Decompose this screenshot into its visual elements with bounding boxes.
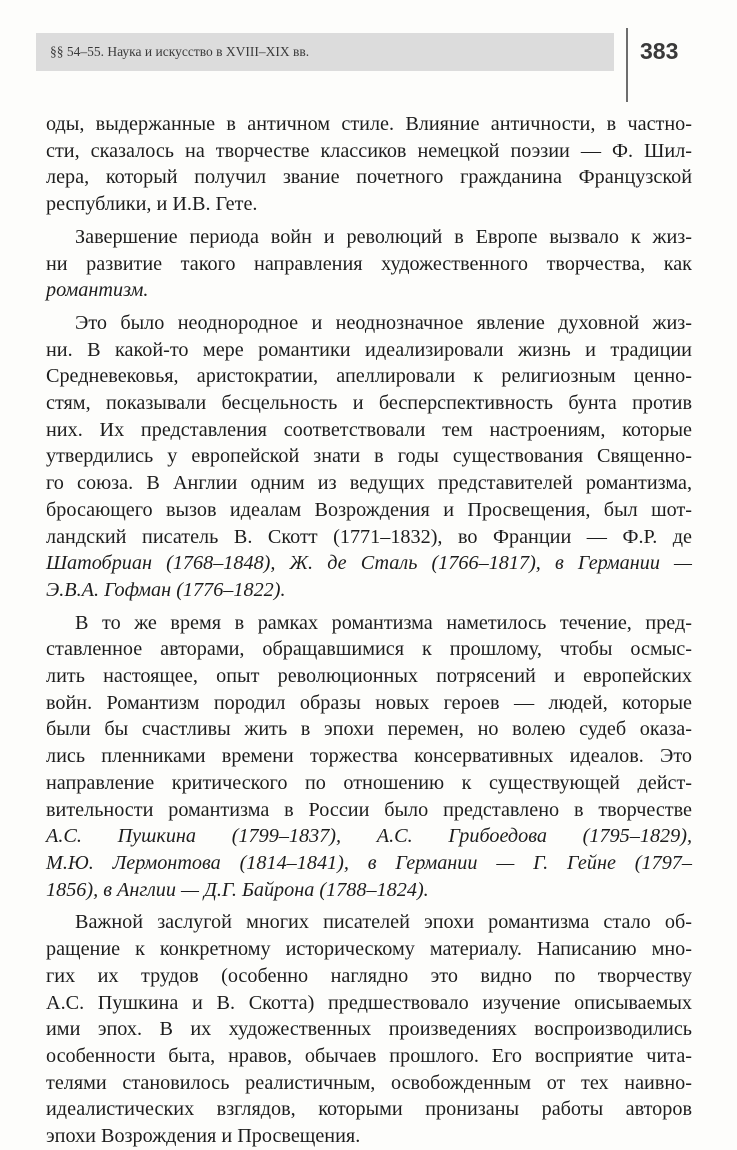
text-line: ими эпох. В их художественных произведениях воспроизводились <box>46 1018 692 1041</box>
text-line: них. Их представления соответствовали тем настроениям, которые <box>46 418 692 441</box>
text-line: Завершение периода войн и революций в Европе вызвало к жиз- <box>75 225 692 248</box>
paragraph-1 <box>46 111 692 218</box>
text-line: Это было неоднородное и неоднозначное явление духовной жиз- <box>75 311 692 334</box>
text-line: ни развитие такого направления художественного творчества, как <box>46 252 692 275</box>
header-title: §§ 54–55. Наука и искусство в XVIII–XIX вв. <box>50 44 310 59</box>
text-line: ландский писатель В. Скотт (1771–1832), во Франции — Ф.Р. де <box>46 525 692 548</box>
text-line: бросающего вызов идеалам Возрождения и Просвещения, был шот- <box>46 498 692 521</box>
text-line: гих их трудов (особенно наглядно это видно по творчеству <box>46 964 692 987</box>
text-line: эпохи Возрождения и Просвещения. <box>46 1125 361 1148</box>
text-line: го союза. В Англии одним из ведущих представителей романтизма, <box>46 472 692 495</box>
text-line: республики, и И.В. Гете. <box>46 193 258 216</box>
text-line: лить настоящее, опыт революционных потрясений и европейских <box>46 665 692 688</box>
text-line: телями становилось реалистичным, освобожденным от тех наивно- <box>46 1071 692 1094</box>
header-divider <box>626 28 628 102</box>
emphasis-romanticism: романтизм. <box>46 279 149 302</box>
text-line: ращение к конкретному историческому материалу. Написанию мно- <box>46 938 692 961</box>
text-line: Средневековья, аристократии, апеллировали к религиозным ценно- <box>46 365 692 388</box>
text-line: лись пленниками времени торжества консервативных идеалов. Это <box>46 745 692 768</box>
text-line: вительности романтизма в России было представлено в творчестве <box>46 798 692 821</box>
text-line: сти, сказалось на творчестве классиков немецкой поэзии — Ф. Шил- <box>46 139 692 162</box>
text-line: Шатобриан (1768–1848), Ж. де Сталь (1766–1817), в Германии — <box>46 552 692 575</box>
text-line: особенности быта, нравов, обычаев прошлого. Его восприятие чита- <box>46 1044 692 1067</box>
text-line: Э.В.А. Гофман (1776–1822). <box>46 578 286 601</box>
text-line: А.С. Пушкина (1799–1837), А.С. Грибоедова (1795–1829), <box>46 825 692 848</box>
text-line: лера, который получил звание почетного гражданина Французской <box>46 166 692 189</box>
text-line: утвердились у европейской знати в годы существования Священно- <box>46 445 692 468</box>
text-line: ни. В какой-то мере романтики идеализировали жизнь и традиции <box>46 338 692 361</box>
text-line: В то же время в рамках романтизма наметилось течение, пред- <box>75 611 692 634</box>
body-text <box>46 111 692 1150</box>
text-line: ставленное авторами, обращавшимися к прошлому, чтобы осмыс- <box>46 638 692 661</box>
text-line: М.Ю. Лермонтова (1814–1841), в Германии — Г. Гейне (1797– <box>46 851 692 874</box>
running-header <box>36 33 614 71</box>
paragraph-4 <box>46 610 692 904</box>
text-line: Важной заслугой многих писателей эпохи романтизма стало об- <box>75 911 692 934</box>
paragraph-5 <box>46 909 692 1149</box>
paragraph-2 <box>46 224 692 304</box>
text-line: стям, показывали бесцельность и бесперспективность бунта против <box>46 392 692 415</box>
text-line: были бы счастливы жить в эпохи перемен, но волею судеб оказа- <box>46 718 692 741</box>
page-number: 383 <box>640 38 679 64</box>
text-line: направление критического по отношению к существующей дейст- <box>46 771 692 794</box>
text-line: идеалистических взглядов, которыми пронизаны работы авторов <box>46 1098 692 1121</box>
text-line: А.С. Пушкина и В. Скотта) предшествовало изучение описываемых <box>46 991 692 1014</box>
paragraph-3 <box>46 310 692 604</box>
text-line: войн. Романтизм породил образы новых героев — людей, которые <box>46 691 692 714</box>
text-line: 1856), в Англии — Д.Г. Байрона (1788–1824). <box>46 878 429 901</box>
text-line: оды, выдержанные в античном стиле. Влияние античности, в частно- <box>46 113 692 135</box>
